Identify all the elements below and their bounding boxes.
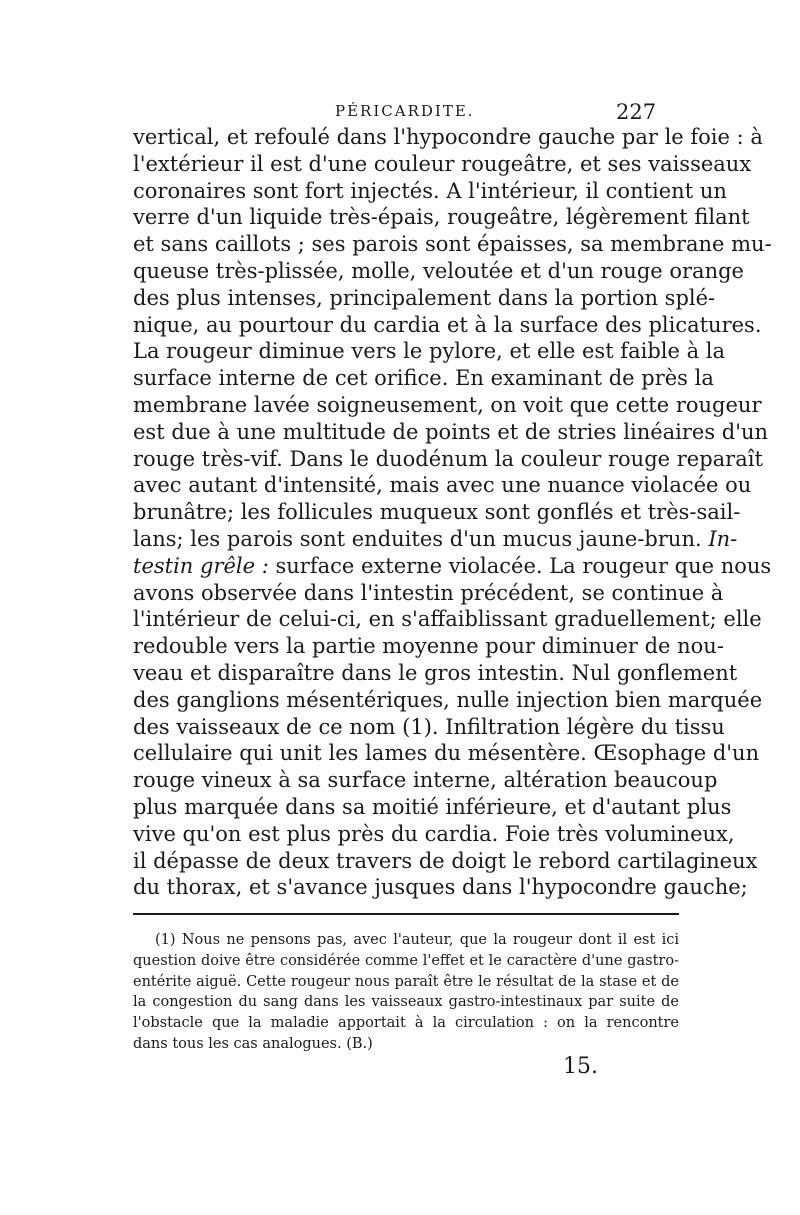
body-line: veau et disparaître dans le gros intestin. Nul gonflement bbox=[133, 660, 738, 685]
body-line: verre d'un liquide très-épais, rougeâtre, légèrement filant bbox=[133, 205, 750, 230]
body-line: nique, au pourtour du cardia et à la surface des plicatures. bbox=[133, 312, 762, 337]
body-line: avec autant d'intensité, mais avec une nuance violacée ou bbox=[133, 473, 752, 498]
body-line: des vaisseaux de ce nom (1). Infiltration légère du tissu bbox=[133, 714, 725, 739]
footnote-line: (1) Nous ne pensons pas, avec l'auteur, que la rougeur dont il est ici bbox=[155, 932, 679, 948]
body-line: vive qu'on est plus près du cardia. Foie très volumineux, bbox=[133, 821, 735, 846]
body-text bbox=[133, 124, 772, 901]
body-line: membrane lavée soigneusement, on voit que cette rougeur bbox=[133, 392, 762, 417]
body-line: redouble vers la partie moyenne pour diminuer de nou- bbox=[133, 634, 724, 659]
body-line: rouge vineux à sa surface interne, altération beaucoup bbox=[133, 768, 718, 793]
body-line: des plus intenses, principalement dans la portion splé- bbox=[133, 285, 716, 310]
footnote-line: dans tous les cas analogues. (B.) bbox=[133, 1035, 373, 1052]
footnote-line: la congestion du sang dans les vaisseaux gastro-intestinaux par suite de bbox=[133, 994, 679, 1011]
body-line: cellulaire qui unit les lames du mésentère. Œsophage d'un bbox=[133, 741, 760, 766]
body-line: plus marquée dans sa moitié inférieure, et d'autant plus bbox=[133, 794, 732, 819]
body-line: l'intérieur de celui-ci, en s'affaiblissant graduellement; elle bbox=[133, 607, 762, 632]
footnote-rule bbox=[133, 913, 679, 915]
body-line: il dépasse de deux travers de doigt le rebord cartilagineux bbox=[133, 848, 758, 873]
italic-term: testin grêle : bbox=[133, 553, 269, 578]
signature-mark: 15. bbox=[563, 1054, 598, 1079]
body-line: du thorax, et s'avance jusques dans l'hypocondre gauche; bbox=[133, 875, 748, 900]
footnote-line: l'obstacle que la maladie apportait à la circulation : on la rencontre bbox=[133, 1015, 679, 1032]
italic-term: In- bbox=[708, 526, 738, 551]
body-line: rouge très-vif. Dans le duodénum la couleur rouge reparaît bbox=[133, 446, 763, 471]
body-line: surface interne de cet orifice. En examinant de près la bbox=[133, 366, 714, 391]
body-line: brunâtre; les follicules muqueux sont gonflés et très-sail- bbox=[133, 500, 741, 525]
body-line: est due à une multitude de points et de stries linéaires d'un bbox=[133, 419, 769, 444]
body-line: avons observée dans l'intestin précédent, se continue à bbox=[133, 580, 724, 605]
body-line: et sans caillots ; ses parois sont épaisses, sa membrane mu- bbox=[133, 232, 772, 257]
body-line: La rougeur diminue vers le pylore, et elle est faible à la bbox=[133, 339, 726, 364]
body-line: vertical, et refoulé dans l'hypocondre gauche par le foie : à bbox=[133, 125, 763, 149]
body-line: l'extérieur il est d'une couleur rougeâtre, et ses vaisseaux bbox=[133, 151, 752, 176]
footnote-line: entérite aiguë. Cette rougeur nous paraît être le résultat de la stase et de bbox=[133, 973, 679, 990]
body-line: testin grêle : surface externe violacée. La rougeur que nous bbox=[133, 553, 772, 578]
page-number: 227 bbox=[616, 100, 657, 124]
footnote bbox=[133, 930, 679, 1055]
running-head: PÉRICARDITE. bbox=[335, 102, 475, 120]
footnote-line: question doive être considérée comme l'effet et le caractère d'une gastro- bbox=[133, 952, 679, 969]
body-line: queuse très-plissée, molle, veloutée et d'un rouge orange bbox=[133, 258, 744, 283]
body-line: coronaires sont fort injectés. A l'intérieur, il contient un bbox=[133, 178, 727, 203]
body-line: lans; les parois sont enduites d'un mucus jaune-brun. In- bbox=[133, 526, 738, 551]
body-line: des ganglions mésentériques, nulle injection bien marquée bbox=[133, 687, 763, 712]
